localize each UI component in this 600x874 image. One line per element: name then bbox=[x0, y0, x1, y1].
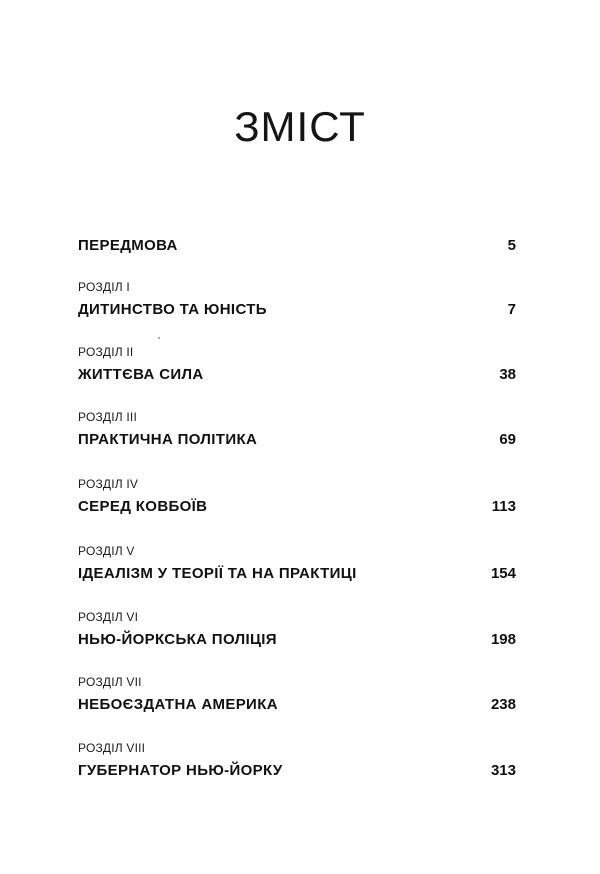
toc-row[interactable] bbox=[78, 430, 516, 450]
toc-row[interactable] bbox=[78, 761, 516, 781]
chapter-label: РОЗДІЛ VII bbox=[78, 675, 142, 689]
print-speck bbox=[158, 337, 160, 339]
toc-row[interactable] bbox=[78, 300, 516, 320]
chapter-label: РОЗДІЛ V bbox=[78, 544, 135, 558]
toc-row[interactable] bbox=[78, 365, 516, 385]
toc-title[interactable]: НЕБОЄЗДАТНА АМЕРИКА bbox=[78, 696, 278, 713]
toc-row[interactable] bbox=[78, 236, 516, 256]
toc-title[interactable]: ПРАКТИЧНА ПОЛІТИКА bbox=[78, 431, 258, 448]
contents-title: ЗМІСТ bbox=[234, 103, 366, 150]
chapter-label: РОЗДІЛ II bbox=[78, 345, 134, 359]
toc-page-number: 154 bbox=[490, 565, 516, 582]
chapter-label: РОЗДІЛ VI bbox=[78, 610, 139, 624]
toc-page-number: 113 bbox=[491, 498, 516, 515]
toc-title[interactable]: НЬЮ-ЙОРКСЬКА ПОЛІЦІЯ bbox=[78, 631, 277, 648]
toc-title[interactable]: ДИТИНСТВО ТА ЮНІСТЬ bbox=[78, 301, 267, 318]
toc-row[interactable] bbox=[78, 695, 516, 715]
toc-page-number: 38 bbox=[499, 366, 516, 383]
chapter-label: РОЗДІЛ VIII bbox=[78, 741, 146, 755]
chapter-label: РОЗДІЛ III bbox=[78, 410, 137, 424]
toc-page-number: 313 bbox=[490, 762, 516, 779]
toc-row[interactable] bbox=[78, 497, 516, 517]
toc-row[interactable] bbox=[78, 564, 516, 584]
toc-page-number: 5 bbox=[507, 237, 516, 254]
chapter-label: РОЗДІЛ I bbox=[78, 280, 130, 294]
toc-title[interactable]: ЖИТТЄВА СИЛА bbox=[78, 366, 204, 383]
toc-title[interactable]: ГУБЕРНАТОР НЬЮ-ЙОРКУ bbox=[78, 762, 283, 779]
toc-page-number: 7 bbox=[507, 301, 516, 318]
toc-page-number: 69 bbox=[499, 431, 516, 448]
toc-title[interactable]: СЕРЕД КОВБОЇВ bbox=[78, 498, 208, 515]
chapter-label: РОЗДІЛ IV bbox=[78, 477, 139, 491]
toc-title[interactable]: ІДЕАЛІЗМ У ТЕОРІЇ ТА НА ПРАКТИЦІ bbox=[78, 565, 357, 582]
toc-page-number: 238 bbox=[490, 696, 516, 713]
toc-title[interactable]: ПЕРЕДМОВА bbox=[78, 237, 178, 254]
toc-row[interactable] bbox=[78, 630, 516, 650]
toc-page-number: 198 bbox=[490, 631, 516, 648]
